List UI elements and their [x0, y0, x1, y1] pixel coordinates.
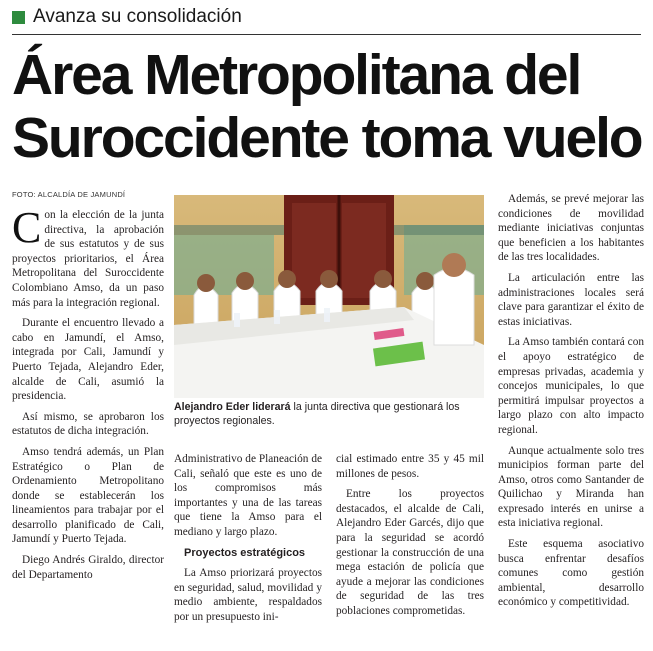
headline-line-2: Suroccidente toma vuelo	[12, 106, 642, 170]
paragraph: Además, se prevé mejorar las condiciones de movilidad mediante iniciativas conjuntas que beneficien a los habitantes de las tres localidades.	[498, 193, 644, 264]
article-column-3	[336, 452, 484, 625]
photo-credit: FOTO: ALCALDÍA DE JAMUNDÍ	[12, 190, 126, 199]
kicker-square-icon	[12, 11, 25, 24]
paragraph: Este esquema asociativo busca enfrentar desafíos comunes como gestión ambiental, desarrollo económico y competitividad.	[498, 538, 644, 609]
paragraph: Durante el encuentro llevado a cabo en Jamundí, el Amso, integrada por Cali, Jamundí y Puerto Tejada, Alejandro Eder, alcalde de Cali, asumió la presidencia.	[12, 317, 164, 403]
paragraph: Entre los proyectos destacados, el alcalde de Cali, Alejandro Eder Garcés, dijo que para la seguridad se acordó gestionar la construcción de una mega estación de policía que ayude a mejorar las condiciones de seguridad de las tres poblaciones comprometidas.	[336, 488, 484, 617]
caption-rest: la junta directiva que gestionará los proyectos regionales.	[174, 401, 460, 427]
paragraph: La Amso también contará con el apoyo estratégico de empresas privadas, academia y concejos municipales, lo que permitirá impulsar proyectos a largo plazo con alto impacto regional.	[498, 336, 644, 436]
paragraph: cial estimado entre 35 y 45 mil millones de pesos.	[336, 453, 484, 480]
article-column-4	[498, 192, 644, 616]
paragraph: Amso tendrá además, un Plan Estratégico o Plan de Ordenamiento Metropolitano donde se establecerán los lineamientos para trabajar por el desarrollo planificado de Cali, Jamundí y Puerto Tejada.	[12, 445, 164, 546]
article-column-2	[174, 452, 322, 631]
caption-bold: Alejandro Eder liderará	[174, 401, 291, 413]
headline-line-1: Área Metropolitana del	[12, 43, 581, 107]
paragraph: Aunque actualmente solo tres municipios forman parte del Amso, otros como Santander de Quilichao y Miranda han expresado interés en unirse a esta iniciativa regional.	[498, 444, 644, 530]
paragraph: La Amso priorizará proyectos en seguridad, salud, movilidad y medio ambiente, respaldados por un presupuesto ini-	[174, 567, 322, 623]
paragraph: Diego Andrés Giraldo, director del Departamento	[12, 554, 164, 581]
paragraph: Administrativo de Planeación de Cali, señaló que este es uno de los compromisos más importantes y una de las tareas que tiene la Amso para el mediano y largo plazo.	[174, 453, 322, 538]
lead-text: on la elección de la junta directiva, la aprobación de sus estatutos y de sus proyectos prioritarios, el Área Metropolitana del Suroccidente Colombiano Amso, da un paso más para la integración regional.	[12, 209, 164, 309]
section-kicker	[12, 6, 242, 28]
headline	[12, 44, 644, 170]
photo-caption	[174, 401, 484, 428]
article-photo	[174, 195, 484, 398]
dropcap: C	[12, 203, 42, 252]
lead-paragraph	[12, 203, 164, 310]
paragraph: Así mismo, se aprobaron los estatutos de dicha integración.	[12, 410, 164, 438]
meeting-photo-illustration	[174, 195, 484, 398]
article-column-1	[12, 203, 164, 588]
subhead-proyectos: Proyectos estratégicos	[184, 546, 306, 559]
header-rule	[12, 34, 641, 35]
kicker-text: Avanza su consolidación	[33, 6, 242, 27]
paragraph: La articulación entre las administraciones locales será clave para garantizar el éxito de estas iniciativas.	[498, 271, 644, 328]
